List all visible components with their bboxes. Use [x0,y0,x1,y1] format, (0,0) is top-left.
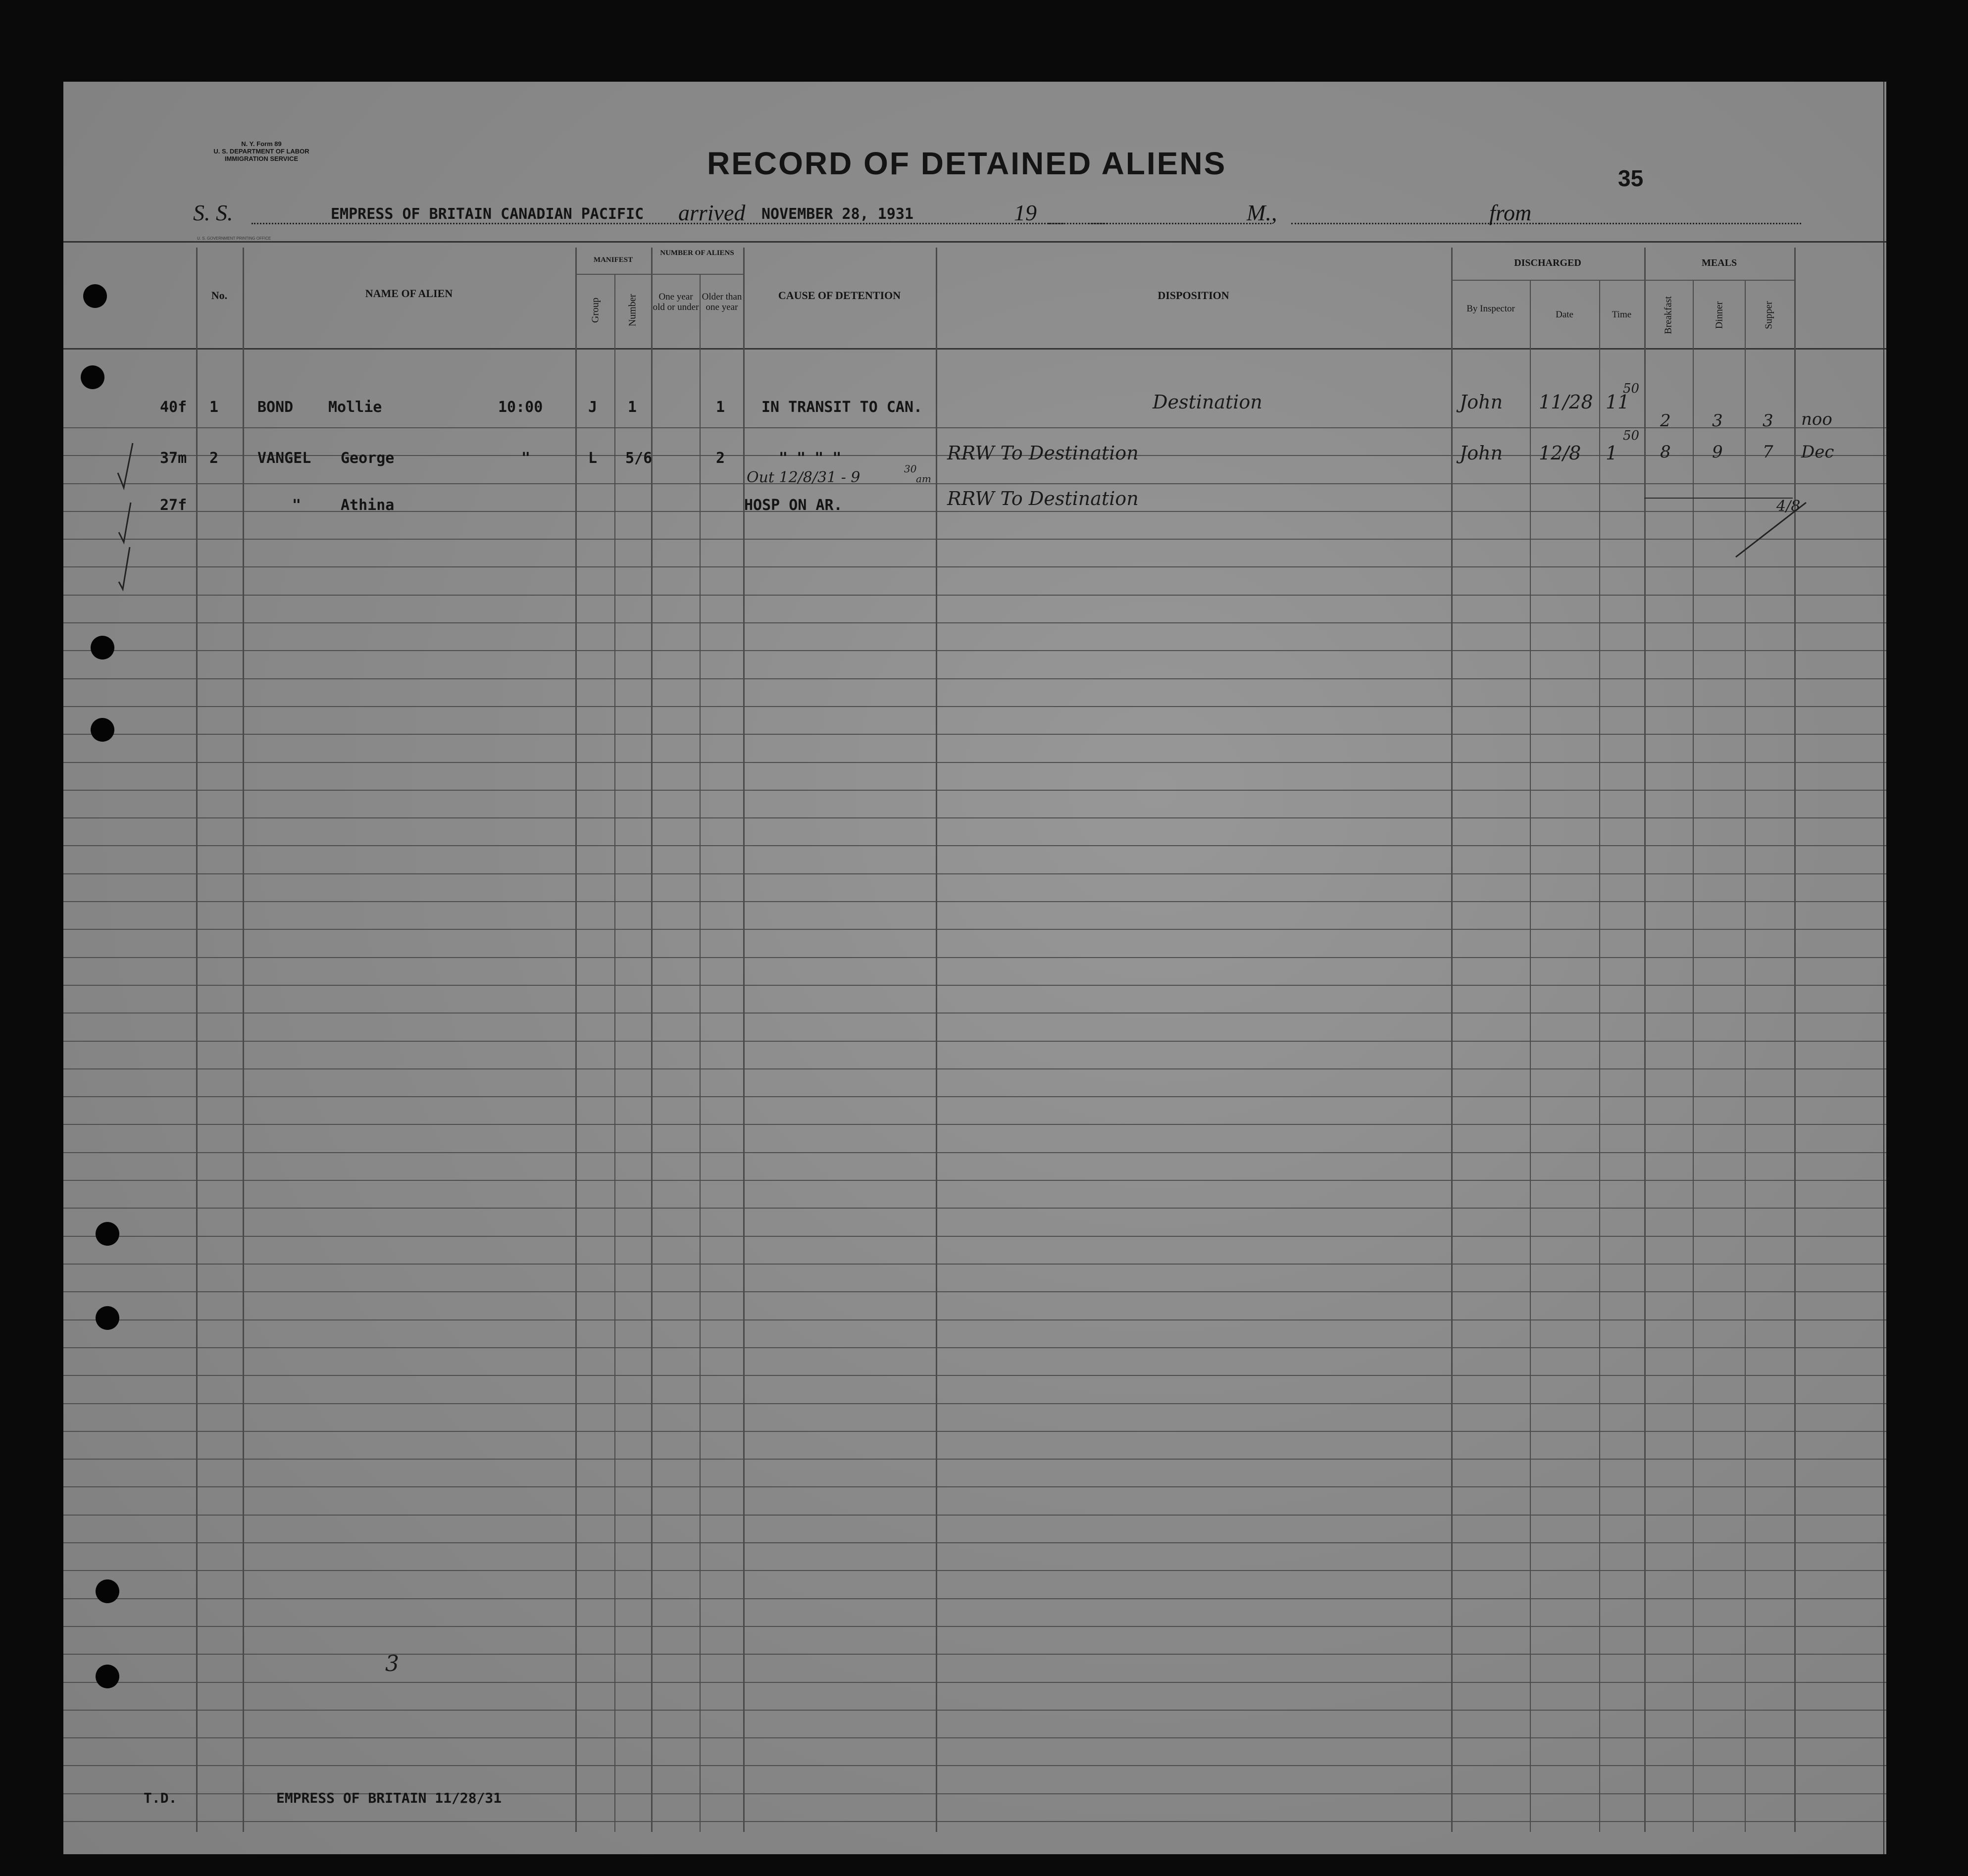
ruled-line [63,1710,1886,1711]
col-line [196,248,198,1832]
ruled-line [63,622,1886,623]
col-line [575,248,577,1832]
header-group: Group [590,297,601,323]
ruled-line [63,762,1886,763]
row1-time: 11 [1606,391,1630,413]
header-bottom-rule [63,348,1886,350]
header-meals: MEALS [1701,257,1737,268]
col-line [1530,280,1531,1832]
ruled-line [63,1375,1886,1376]
row3-cause-note: Out 12/8/31 - 9 [747,469,860,486]
col-line [700,274,701,1832]
header-cause: CAUSE OF DETENTION [778,289,901,302]
row1-date: 11/28 [1539,391,1593,413]
col-line [743,248,745,1832]
row1-manifest-no: 1 [628,399,637,416]
arrived-label: arrived [678,200,746,225]
sheet-right-edge [1883,82,1884,1854]
ruled-line [63,901,1886,902]
row2-surname: VANGEL [257,450,311,467]
col-line [1693,280,1694,1832]
header-dinner: Dinner [1714,301,1725,329]
col-line [936,248,937,1832]
ruled-line [63,1124,1886,1125]
header-disposition: DISPOSITION [1158,289,1229,302]
ship-name: EMPRESS OF BRITAIN CANADIAN PACIFIC [331,205,644,223]
form-number: N. Y. Form 89 [241,140,282,148]
ruled-line [63,1264,1886,1265]
group-header-rule [575,274,743,275]
ruled-line [63,1096,1886,1097]
row3-margin-note: 4/8 [1776,498,1801,515]
ruled-line [63,595,1886,596]
ruled-line [63,650,1886,651]
row2-breakfast: 8 [1660,442,1671,462]
footer-td-label: T.D. [144,1790,177,1806]
ruled-line [63,1515,1886,1516]
ruled-line [63,817,1886,818]
ruled-line [63,845,1886,846]
row2-date: 12/8 [1539,442,1581,464]
row2-given: George [341,450,395,467]
year-label: 19 [1014,200,1037,225]
ruled-line [63,1403,1886,1404]
row3-age-sex: 27f [160,497,187,514]
ruled-line [63,1570,1886,1571]
binder-hole [83,284,107,308]
header-time: Time [1612,309,1632,320]
binder-hole [96,1665,119,1688]
header-top-rule [63,241,1886,243]
ruled-line [63,1152,1886,1153]
row1-no: 1 [209,399,219,416]
header-breakfast: Breakfast [1663,296,1674,334]
row3-cause-note-sub: am [916,473,931,485]
row3-cause-note-sup: 30 [904,463,917,475]
header-older: Older than one year [702,292,742,312]
ruled-line [63,678,1886,679]
row1-inspector: John [1460,391,1503,413]
row3-cause: HOSP ON AR. [744,497,843,514]
ruled-line [63,1682,1886,1683]
ruled-line [63,1821,1886,1822]
ruled-line [63,511,1886,512]
ruled-line [63,1068,1886,1069]
ruled-line [63,1236,1886,1237]
row1-margin-note: noo [1801,409,1832,429]
binder-hole [96,1579,119,1603]
from-label: from [1489,200,1532,225]
row1-breakfast: 2 [1660,411,1671,431]
header-no: No. [211,289,228,302]
row1-cause: IN TRANSIT TO CAN. [761,399,923,416]
ruled-line [63,929,1886,930]
ruled-line [63,1654,1886,1655]
header-manifest: MANIFEST [593,256,633,264]
header-number-of-aliens: NUMBER OF ALIENS [660,249,734,257]
binder-hole [91,718,114,742]
stray-mark: 3 [385,1651,399,1676]
col-line [1451,248,1453,1832]
col-line [651,248,653,1832]
ruled-line [63,566,1886,567]
binder-hole [91,636,114,659]
header-supper: Supper [1763,301,1774,329]
row2-dinner: 9 [1712,442,1723,462]
header-by-inspector: By Inspector [1466,304,1515,314]
row2-cause: " " " " [779,450,842,467]
ruled-line [63,1431,1886,1432]
binder-hole [96,1306,119,1330]
row2-time: 1 [1606,442,1618,464]
page-number: 35 [1618,165,1644,191]
row2-margin-note: Dec [1801,442,1834,462]
row2-no: 2 [209,450,219,467]
row2-inspector: John [1460,442,1503,464]
row2-supper: 7 [1763,442,1773,462]
printing-note: U. S. GOVERNMENT PRINTING OFFICE [197,236,271,241]
row3-surname: " [292,497,302,514]
ruled-line [63,1626,1886,1627]
ruled-line [63,539,1886,540]
col-line [243,248,244,1832]
ruled-line [63,1459,1886,1460]
record-sheet [63,82,1886,1854]
ruled-line [63,1208,1886,1209]
ruled-line [63,1347,1886,1348]
ruled-line [63,734,1886,735]
row2-disposition: RRW To Destination [947,442,1139,464]
ruled-line [63,483,1886,484]
header-number: Number [627,294,638,327]
ruled-line [63,1180,1886,1181]
row1-supper: 3 [1763,411,1773,431]
row1-time-in: 10:00 [498,399,543,416]
footer-ship-date: EMPRESS OF BRITAIN 11/28/31 [276,1790,502,1806]
ruled-line [63,1598,1886,1599]
form-service: IMMIGRATION SERVICE [224,155,299,162]
ruled-line [63,1486,1886,1487]
col-line [614,274,615,1832]
row2-time-in: " [521,450,531,467]
header-date: Date [1556,309,1573,320]
group-header-rule [1451,280,1794,281]
row1-age-sex: 40f [160,399,187,416]
row1-time-sup: 50 [1623,381,1640,396]
row2-group: L [588,450,598,467]
ruled-line [63,427,1886,428]
arrival-date: NOVEMBER 28, 1931 [761,205,914,223]
ruled-line [63,985,1886,986]
ruled-line [63,1319,1886,1320]
ruled-line [63,706,1886,707]
binder-hole [81,365,104,389]
ruled-line [63,1737,1886,1738]
row1-older: 1 [716,399,725,416]
ruled-line [63,1291,1886,1292]
col-line [1599,280,1600,1832]
form-id-block [197,140,326,162]
row2-time-sup: 50 [1623,428,1640,443]
col-line [1794,248,1796,1832]
row1-disposition: Destination [1153,391,1262,413]
row3-given: Athina [341,497,395,514]
m-label: M., [1247,200,1277,225]
header-discharged: DISCHARGED [1514,257,1581,268]
ruled-line [63,957,1886,958]
binder-hole [96,1222,119,1246]
m-dots [1088,223,1271,224]
page-title: RECORD OF DETAINED ALIENS [707,146,1227,181]
ss-dots [252,223,1063,224]
row2-manifest-no: 5/6 [625,450,653,467]
from-dots-b [1539,223,1801,224]
ruled-line [63,1013,1886,1014]
row3-disposition: RRW To Destination [947,488,1139,509]
ruled-line [63,873,1886,874]
ss-label: S. S. [193,200,233,225]
header-name: NAME OF ALIEN [365,287,453,300]
header-one-year: One year old or under [653,292,699,312]
ruled-line [63,1765,1886,1766]
row1-surname: BOND [257,399,294,416]
row1-group: J [588,399,598,416]
col-line [1644,248,1646,1832]
row1-given: Mollie [328,399,382,416]
ruled-line [63,790,1886,791]
row1-dinner: 3 [1712,411,1723,431]
ruled-line [63,1041,1886,1042]
form-department: U. S. DEPARTMENT OF LABOR [213,148,309,155]
row2-age-sex: 37m [160,450,187,467]
ruled-line [63,1542,1886,1543]
row2-older: 2 [716,450,725,467]
